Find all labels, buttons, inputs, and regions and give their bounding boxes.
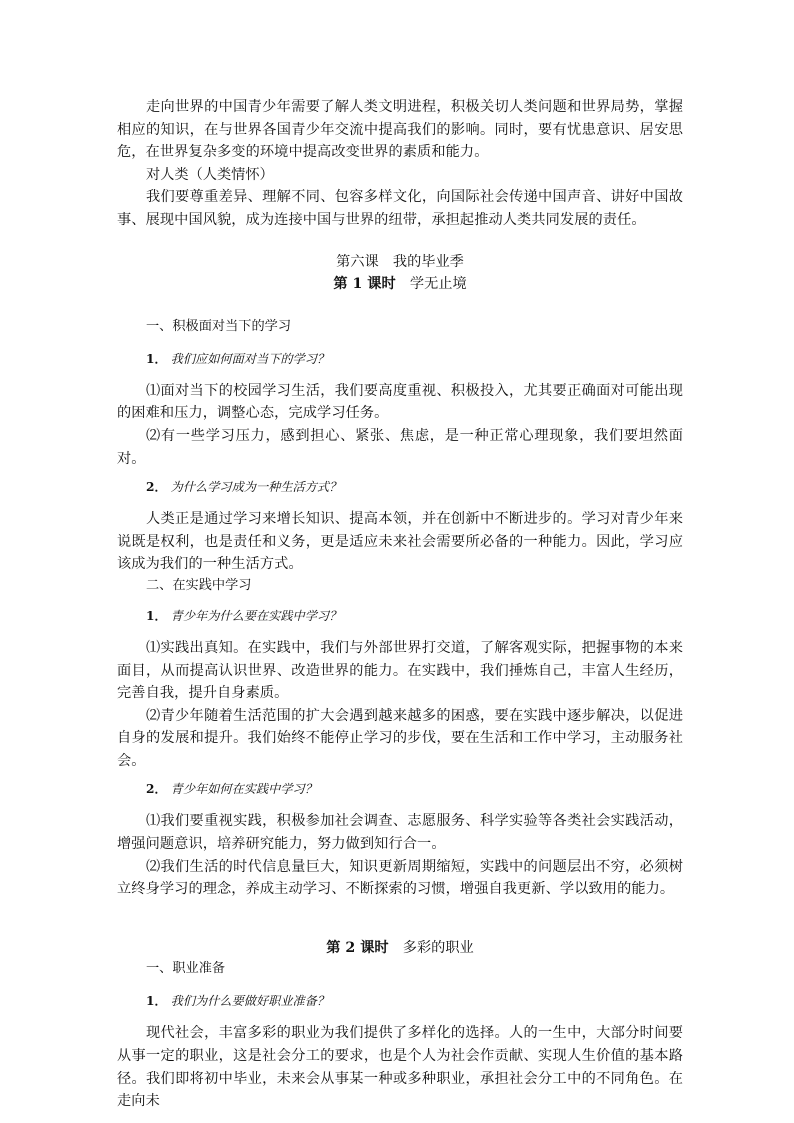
question-text: 青少年为什么要在实践中学习？ [170, 608, 342, 623]
answer-paragraph: ⑵有一些学习压力，感到担心、紧张、焦虑，是一种正常心理现象，我们要坦然面对。 [117, 427, 683, 467]
question-number: 2． [146, 782, 167, 797]
intro-label-humanity: 对人类（人类情怀） [146, 166, 274, 183]
question-text: 为什么学习成为一种生活方式？ [170, 480, 342, 495]
period-2-name: 多彩的职业 [388, 939, 474, 956]
question-heading [117, 606, 683, 626]
question-heading [117, 349, 683, 369]
question-number: 2． [146, 480, 167, 495]
intro-paragraph-1: 走向世界的中国青少年需要了解人类文明进程，积极关切人类问题和世界局势，掌握相应的知识，在与世界各国青少年交流中提高我们的影响。同时，要有忧患意识、居安思危，在世界复杂多变的环境中提高改变世界的素质和能力。 [117, 99, 683, 161]
document-page [117, 96, 683, 1113]
answer-paragraph: ⑵我们生活的时代信息量巨大，知识更新周期缩短，实践中的问题层出不穷，必须树立终身学习的理念，养成主动学习、不断探索的习惯，增强自我更新、学以致用的能力。 [117, 858, 683, 898]
section-heading-1: 一、积极面对当下的学习 [146, 318, 292, 334]
period-2-title [117, 937, 683, 960]
section-heading-3: 一、职业准备 [146, 961, 226, 977]
period-2-number: 第 2 课时 [326, 939, 389, 956]
answer-paragraph: 现代社会，丰富多彩的职业为我们提供了多样化的选择。人的一生中，大部分时间要从事一定的职业，这是社会分工的要求，也是个人为社会作贡献、实现人生价值的基本路径。我们即将初中毕业，未来会从事某一种或多种职业，承担社会分工中的不同角色。在走向未 [117, 1025, 683, 1110]
question-number: 1． [146, 351, 167, 366]
answer-paragraph: ⑴我们要重视实践，积极参加社会调查、志愿服务、科学实验等各类社会实践活动，增强问题意识，培养研究能力，努力做到知行合一。 [117, 813, 683, 853]
question-heading [117, 477, 683, 497]
section-heading-2: 二、在实践中学习 [146, 577, 252, 593]
lesson-title: 第六课 我的毕业季 [336, 253, 464, 270]
answer-paragraph: ⑵青少年随着生活范围的扩大会遇到越来越多的困惑，要在实践中逐步解决，以促进自身的发展和提升。我们始终不能停止学习的步伐，要在生活和工作中学习，主动服务社会。 [117, 707, 683, 769]
question-number: 1． [146, 994, 167, 1009]
question-text: 我们应如何面对当下的学习？ [170, 351, 330, 366]
period-1-name: 学无止境 [395, 276, 467, 293]
answer-paragraph: ⑴面对当下的校园学习生活，我们要高度重视、积极投入，尤其要正确面对可能出现的困难和压力，调整心态，完成学习任务。 [117, 382, 683, 422]
period-1-number: 第 1 课时 [333, 276, 396, 293]
answer-paragraph: 人类正是通过学习来增长知识、提高本领，并在创新中不断进步的。学习对青少年来说既是权利，也是责任和义务，更是适应未来社会需要所必备的一种能力。因此，学习应该成为我们的一种生活方式。 [117, 511, 683, 573]
question-heading [117, 779, 683, 799]
answer-paragraph: ⑴实践出真知。在实践中，我们与外部世界打交道，了解客观实际，把握事物的本来面目，从而提高认识世界、改造世界的能力。在实践中，我们捶炼自己，丰富人生经历，完善自我，提升自身素质。 [117, 639, 683, 702]
question-number: 1． [146, 608, 167, 623]
question-text: 青少年如何在实践中学习？ [170, 782, 317, 797]
question-text: 我们为什么要做好职业准备？ [170, 994, 330, 1009]
period-1-title [117, 273, 683, 296]
question-heading [117, 991, 683, 1011]
intro-paragraph-2: 我们要尊重差异、理解不同、包容多样文化，向国际社会传递中国声音、讲好中国故事、展现中国风貌，成为连接中国与世界的纽带，承担起推动人类共同发展的责任。 [117, 189, 683, 228]
